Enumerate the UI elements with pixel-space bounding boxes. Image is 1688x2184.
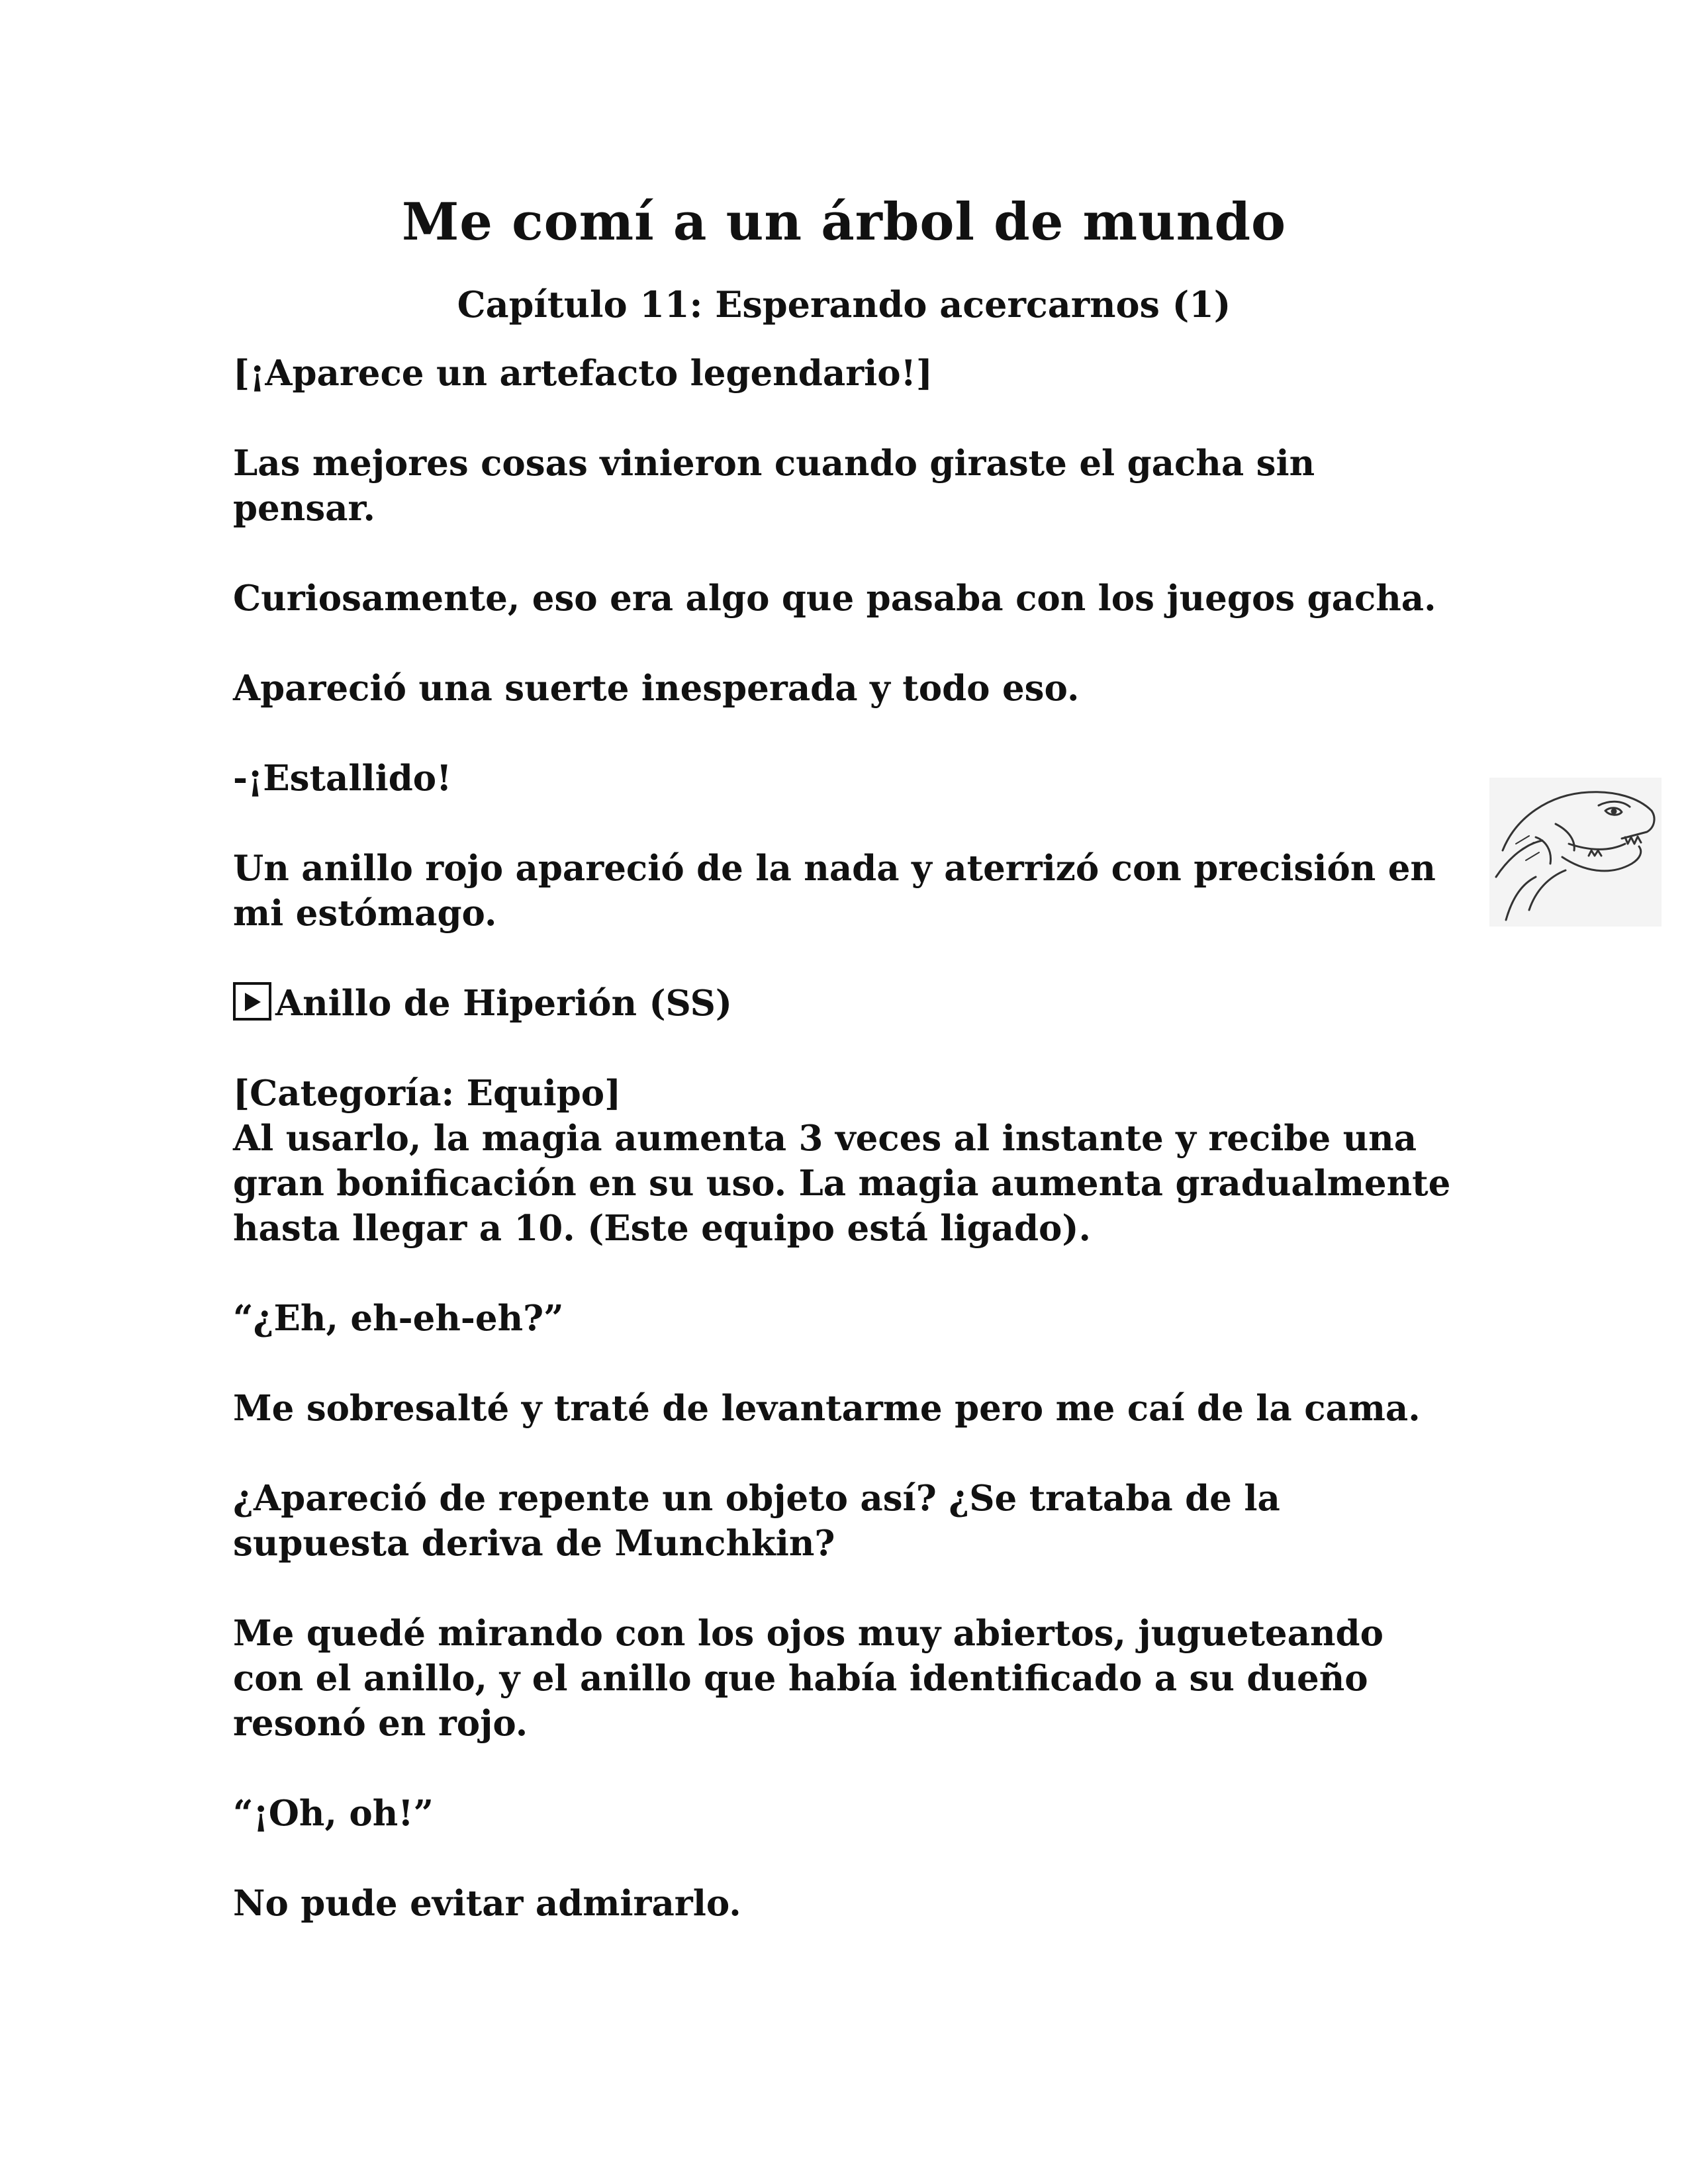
paragraph: -¡Estallido! (233, 758, 452, 799)
paragraph: No pude evitar admirarlo. (233, 1883, 741, 1924)
paragraph: “¿Eh, eh-eh-eh?” (233, 1298, 564, 1339)
item-description: Al usarlo, la magia aumenta 3 veces al instante y recibe una gran bonificación en su uso. La magia aumenta gradualmente hasta llegar a 10. (Este equipo está ligado). (233, 1118, 1451, 1249)
paragraph: Las mejores cosas vinieron cuando giraste el gacha sin pensar. (233, 443, 1315, 529)
document-body (233, 351, 1458, 1971)
item-name: Anillo de Hiperión (SS) (275, 983, 733, 1024)
paragraph: Apareció una suerte inesperada y todo eso. (233, 668, 1080, 709)
item-heading (233, 981, 1458, 1026)
paragraph: Me quedé mirando con los ojos muy abiertos, jugueteando con el anillo, y el anillo que había identificado a su dueño resonó en rojo. (233, 1613, 1383, 1744)
paragraph: Un anillo rojo apareció de la nada y aterrizó con precisión en mi estómago. (233, 848, 1436, 934)
document-title: Me comí a un árbol de mundo (401, 192, 1287, 252)
paragraph: “¡Oh, oh!” (233, 1793, 434, 1834)
paragraph: Me sobresalté y traté de levantarme pero me caí de la cama. (233, 1388, 1421, 1429)
paragraph: ¿Apareció de repente un objeto así? ¿Se trataba de la supuesta deriva de Munchkin? (233, 1478, 1280, 1564)
dinosaur-sketch-icon (1489, 778, 1662, 927)
play-icon (233, 982, 271, 1021)
item-category: [Categoría: Equipo] (233, 1073, 622, 1114)
chapter-title: Capítulo 11: Esperando acercarnos (1) (457, 283, 1231, 326)
paragraph: [¡Aparece un artefacto legendario!] (233, 353, 933, 394)
paragraph: Curiosamente, eso era algo que pasaba con los juegos gacha. (233, 578, 1436, 619)
